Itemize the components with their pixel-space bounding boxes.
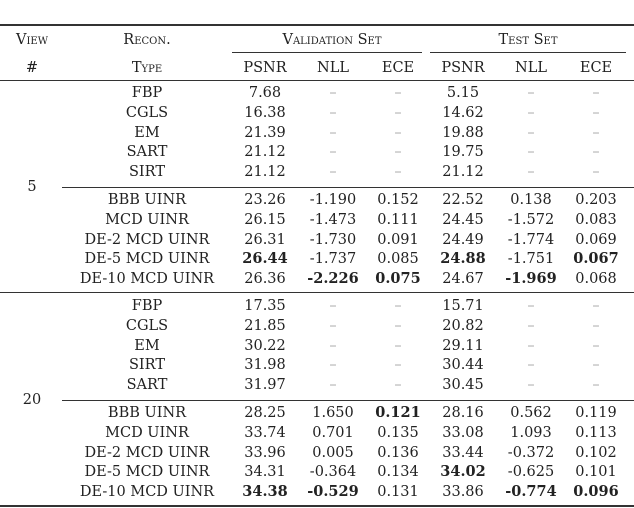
- metric-value: –: [329, 124, 337, 141]
- recon-type: FBP: [131, 84, 163, 101]
- metric-value: 34.31: [244, 464, 286, 481]
- recon-type: DE-2 MCD UINR: [84, 444, 210, 461]
- recon-type: BBB UINR: [107, 404, 187, 421]
- metric-value: 0.121: [375, 403, 421, 421]
- metric-value: 30.22: [244, 337, 286, 354]
- metric-value: -0.529: [307, 482, 359, 500]
- metric-value: –: [527, 317, 535, 334]
- validation-cmidrule: [232, 52, 422, 53]
- metric-value: –: [394, 297, 402, 314]
- recon-type: MCD UINR: [105, 211, 189, 228]
- metric-value: 30.45: [442, 376, 484, 393]
- metric-value: –: [592, 297, 600, 314]
- metric-value: 0.085: [377, 251, 419, 268]
- metric-value: 29.11: [442, 337, 484, 354]
- recon-type: SART: [126, 144, 168, 161]
- metric-value: –: [592, 144, 600, 161]
- header-metric-ece: ECE: [579, 59, 613, 76]
- recon-type: FBP: [131, 297, 163, 314]
- metric-value: 15.71: [442, 297, 484, 314]
- previous-text-fragment: [0, 0, 634, 8]
- metric-value: –: [329, 337, 337, 354]
- test-cmidrule: [430, 52, 626, 53]
- metric-value: -1.190: [309, 191, 357, 208]
- top-rule: [0, 24, 634, 26]
- metric-value: 33.96: [244, 444, 286, 461]
- metric-value: –: [527, 297, 535, 314]
- metric-value: 0.091: [377, 231, 419, 248]
- metric-value: 19.88: [442, 124, 484, 141]
- metric-value: –: [394, 163, 402, 180]
- recon-type: SIRT: [129, 163, 165, 180]
- recon-type: MCD UINR: [105, 424, 189, 441]
- header-metric-psnr: PSNR: [243, 59, 287, 76]
- metric-value: 28.25: [244, 404, 286, 421]
- metric-value: 0.083: [575, 211, 617, 228]
- metric-value: –: [394, 84, 402, 101]
- metric-value: 0.701: [312, 424, 354, 441]
- metric-value: -1.969: [505, 269, 557, 287]
- metric-value: –: [592, 84, 600, 101]
- metric-value: 19.75: [442, 144, 484, 161]
- metric-value: –: [527, 104, 535, 121]
- metric-value: 0.152: [377, 191, 419, 208]
- header-metric-ece: ECE: [381, 59, 415, 76]
- recon-type: EM: [134, 124, 160, 141]
- metric-value: 24.67: [442, 270, 484, 287]
- recon-type: EM: [134, 337, 160, 354]
- recon-type: SIRT: [129, 357, 165, 374]
- metric-value: 21.39: [244, 124, 286, 141]
- metric-value: –: [592, 104, 600, 121]
- metric-value: 0.102: [575, 444, 617, 461]
- metric-value: 16.38: [244, 104, 286, 121]
- metric-value: –: [329, 376, 337, 393]
- metric-value: 21.12: [442, 163, 484, 180]
- metric-value: 24.45: [442, 211, 484, 228]
- group-midrule: [62, 187, 634, 188]
- metric-value: 0.067: [573, 250, 619, 268]
- metric-value: –: [592, 317, 600, 334]
- metric-value: –: [527, 84, 535, 101]
- header-rule: [0, 80, 634, 81]
- metric-value: 23.26: [244, 191, 286, 208]
- metric-value: 21.12: [244, 144, 286, 161]
- metric-value: -2.226: [307, 269, 359, 287]
- metric-value: –: [394, 144, 402, 161]
- header-metric-nll: NLL: [515, 59, 547, 76]
- metric-value: 30.44: [442, 357, 484, 374]
- metric-value: -1.572: [507, 211, 555, 228]
- metric-value: –: [394, 317, 402, 334]
- group-separator: [0, 292, 634, 293]
- metric-value: 20.82: [442, 317, 484, 334]
- recon-type: BBB UINR: [107, 191, 187, 208]
- metric-value: –: [329, 144, 337, 161]
- metric-value: 0.134: [377, 464, 419, 481]
- metric-value: –: [329, 163, 337, 180]
- metric-value: 0.075: [375, 269, 421, 287]
- header-recon-sub: Type: [131, 59, 163, 76]
- metric-value: –: [329, 357, 337, 374]
- metric-value: –: [394, 104, 402, 121]
- metric-value: –: [329, 84, 337, 101]
- metric-value: –: [394, 337, 402, 354]
- metric-value: –: [527, 144, 535, 161]
- metric-value: –: [527, 124, 535, 141]
- metric-value: 0.562: [510, 404, 552, 421]
- recon-type: CGLS: [125, 104, 169, 121]
- metric-value: 17.35: [244, 297, 286, 314]
- metric-value: –: [592, 357, 600, 374]
- metric-value: 0.203: [575, 191, 617, 208]
- metric-value: 0.111: [377, 211, 419, 228]
- metric-value: –: [592, 376, 600, 393]
- metric-value: 31.98: [244, 357, 286, 374]
- header-test-set: Test Set: [498, 31, 558, 48]
- metric-value: 5.15: [446, 84, 480, 101]
- recon-type: DE-5 MCD UINR: [84, 251, 210, 268]
- header-metric-psnr: PSNR: [441, 59, 485, 76]
- metric-value: 7.68: [248, 84, 282, 101]
- metric-value: –: [592, 163, 600, 180]
- metric-value: 0.113: [575, 424, 617, 441]
- metric-value: –: [527, 357, 535, 374]
- metric-value: 0.068: [575, 270, 617, 287]
- metric-value: -0.774: [505, 482, 557, 500]
- metric-value: 26.15: [244, 211, 286, 228]
- metric-value: –: [329, 297, 337, 314]
- metric-value: –: [527, 376, 535, 393]
- metric-value: 0.096: [573, 482, 619, 500]
- metric-value: 26.31: [244, 231, 286, 248]
- metric-value: –: [592, 124, 600, 141]
- metric-value: 0.131: [377, 483, 419, 500]
- metric-value: 0.069: [575, 231, 617, 248]
- metric-value: -0.625: [507, 464, 555, 481]
- metric-value: 33.74: [244, 424, 286, 441]
- metric-value: 33.86: [442, 483, 484, 500]
- metric-value: 26.36: [244, 270, 286, 287]
- header-recon: Recon.: [123, 31, 171, 48]
- metric-value: –: [527, 163, 535, 180]
- bottom-rule: [0, 505, 634, 507]
- metric-value: 0.136: [377, 444, 419, 461]
- metric-value: –: [394, 357, 402, 374]
- metric-value: 33.08: [442, 424, 484, 441]
- recon-type: DE-10 MCD UINR: [79, 270, 215, 287]
- recon-type: DE-2 MCD UINR: [84, 231, 210, 248]
- recon-type: CGLS: [125, 317, 169, 334]
- metric-value: 33.44: [442, 444, 484, 461]
- metric-value: 21.85: [244, 317, 286, 334]
- metric-value: 24.49: [442, 231, 484, 248]
- header-view-sub: #: [25, 59, 39, 76]
- metric-value: –: [329, 317, 337, 334]
- metric-value: 34.38: [242, 482, 288, 500]
- group-midrule: [62, 400, 634, 401]
- recon-type: DE-10 MCD UINR: [79, 483, 215, 500]
- metric-value: 31.97: [244, 376, 286, 393]
- header-validation-set: Validation Set: [282, 31, 382, 48]
- metric-value: 0.135: [377, 424, 419, 441]
- metric-value: -1.751: [507, 251, 555, 268]
- metric-value: 21.12: [244, 163, 286, 180]
- metric-value: -0.364: [309, 464, 357, 481]
- view-count: 20: [22, 391, 42, 408]
- metric-value: 0.119: [575, 404, 617, 421]
- metric-value: –: [394, 376, 402, 393]
- metric-value: 0.005: [312, 444, 354, 461]
- metric-value: 1.093: [510, 424, 552, 441]
- metric-value: -1.473: [309, 211, 357, 228]
- metric-value: 22.52: [442, 191, 484, 208]
- metric-value: -1.737: [309, 251, 357, 268]
- metric-value: 14.62: [442, 104, 484, 121]
- metric-value: –: [329, 104, 337, 121]
- metric-value: 24.88: [440, 250, 486, 268]
- metric-value: -0.372: [507, 444, 555, 461]
- metric-value: –: [592, 337, 600, 354]
- header-view: View: [16, 31, 48, 48]
- metric-value: 1.650: [312, 404, 354, 421]
- metric-value: 34.02: [440, 463, 486, 481]
- metric-value: 26.44: [242, 250, 288, 268]
- metric-value: 28.16: [442, 404, 484, 421]
- metric-value: –: [394, 124, 402, 141]
- metric-value: 0.138: [510, 191, 552, 208]
- metric-value: -1.774: [507, 231, 555, 248]
- metric-value: –: [527, 337, 535, 354]
- recon-type: DE-5 MCD UINR: [84, 464, 210, 481]
- recon-type: SART: [126, 376, 168, 393]
- header-metric-nll: NLL: [317, 59, 349, 76]
- metric-value: -1.730: [309, 231, 357, 248]
- view-count: 5: [27, 178, 37, 195]
- metric-value: 0.101: [575, 464, 617, 481]
